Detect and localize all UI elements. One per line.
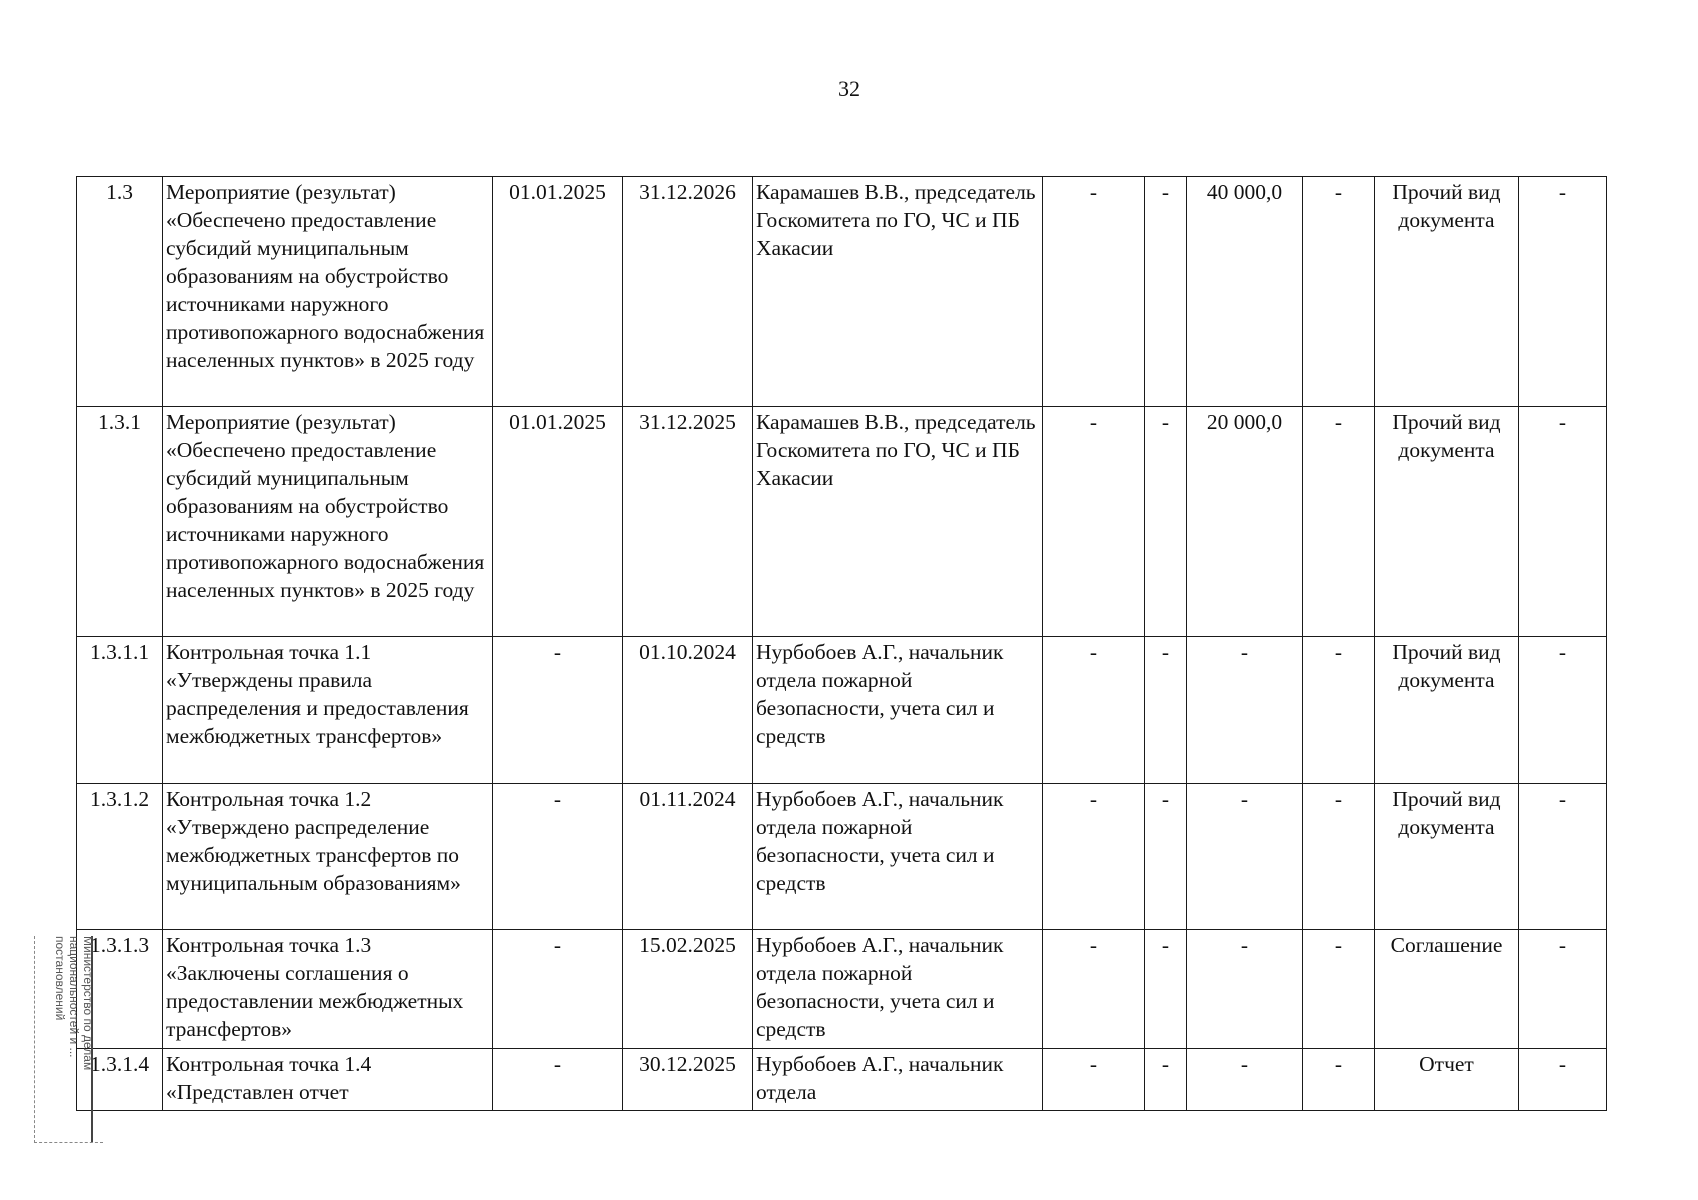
end-date: 30.12.2025	[623, 1049, 753, 1111]
table-row	[77, 407, 1607, 637]
start-date: 01.01.2025	[493, 177, 623, 407]
amount-cell: -	[1187, 1049, 1303, 1111]
activity-name: Контрольная точка 1.3 «Заключены соглашения о предоставлении межбюджетных трансфертов»	[163, 930, 493, 1049]
end-date: 31.12.2025	[623, 407, 753, 637]
activity-name: Контрольная точка 1.2 «Утверждено распределение межбюджетных трансфертов по муниципальным образованиям»	[163, 784, 493, 930]
amount-cell: 20 000,0	[1187, 407, 1303, 637]
row-number: 1.3.1	[77, 407, 163, 637]
table-row	[77, 637, 1607, 784]
start-date: -	[493, 1049, 623, 1111]
value-cell: -	[1145, 637, 1187, 784]
row-number: 1.3.1.1	[77, 637, 163, 784]
responsible-person: Нурбобоев А.Г., начальник отдела	[753, 1049, 1043, 1111]
page-number: 32	[838, 76, 860, 101]
value-cell: -	[1145, 930, 1187, 1049]
value-cell: -	[1519, 407, 1607, 637]
responsible-person: Карамашев В.В., председатель Госкомитета по ГО, ЧС и ПБ Хакасии	[753, 177, 1043, 407]
value-cell: -	[1519, 177, 1607, 407]
document-type: Прочий вид документа	[1375, 177, 1519, 407]
end-date: 31.12.2026	[623, 177, 753, 407]
table-row	[77, 177, 1607, 407]
responsible-person: Карамашев В.В., председатель Госкомитета по ГО, ЧС и ПБ Хакасии	[753, 407, 1043, 637]
start-date: 01.01.2025	[493, 407, 623, 637]
row-number: 1.3.1.2	[77, 784, 163, 930]
end-date: 01.11.2024	[623, 784, 753, 930]
value-cell: -	[1303, 177, 1375, 407]
amount-cell: 40 000,0	[1187, 177, 1303, 407]
document-type: Прочий вид документа	[1375, 637, 1519, 784]
value-cell: -	[1519, 930, 1607, 1049]
value-cell: -	[1145, 177, 1187, 407]
activity-name: Мероприятие (результат) «Обеспечено предоставление субсидий муниципальным образованиям на обустройство источниками наружного противопожарного водоснабжения населенных пунктов» в 2025 году	[163, 177, 493, 407]
stamp-text: Министерство по делам национальностей и ... постановлений	[53, 936, 95, 1071]
row-number: 1.3	[77, 177, 163, 407]
value-cell: -	[1303, 784, 1375, 930]
value-cell: -	[1043, 1049, 1145, 1111]
amount-cell: -	[1187, 637, 1303, 784]
value-cell: -	[1043, 930, 1145, 1049]
document-type: Соглашение	[1375, 930, 1519, 1049]
value-cell: -	[1303, 1049, 1375, 1111]
activity-name: Мероприятие (результат) «Обеспечено предоставление субсидий муниципальным образованиям на обустройство источниками наружного противопожарного водоснабжения населенных пунктов» в 2025 году	[163, 407, 493, 637]
value-cell: -	[1145, 784, 1187, 930]
activity-name: Контрольная точка 1.1 «Утверждены правила распределения и предоставления межбюджетных трансфертов»	[163, 637, 493, 784]
value-cell: -	[1043, 637, 1145, 784]
document-type: Отчет	[1375, 1049, 1519, 1111]
end-date: 01.10.2024	[623, 637, 753, 784]
table-row	[77, 1049, 1607, 1111]
value-cell: -	[1519, 784, 1607, 930]
responsible-person: Нурбобоев А.Г., начальник отдела пожарной безопасности, учета сил и средств	[753, 637, 1043, 784]
value-cell: -	[1043, 784, 1145, 930]
value-cell: -	[1519, 1049, 1607, 1111]
table-row	[77, 784, 1607, 930]
row-number: 1.3.1.3	[77, 930, 163, 1049]
row-number: 1.3.1.4	[77, 1049, 163, 1111]
start-date: -	[493, 930, 623, 1049]
amount-cell: -	[1187, 930, 1303, 1049]
value-cell: -	[1043, 177, 1145, 407]
document-type: Прочий вид документа	[1375, 407, 1519, 637]
value-cell: -	[1519, 637, 1607, 784]
value-cell: -	[1303, 407, 1375, 637]
amount-cell: -	[1187, 784, 1303, 930]
start-date: -	[493, 637, 623, 784]
value-cell: -	[1145, 407, 1187, 637]
value-cell: -	[1043, 407, 1145, 637]
value-cell: -	[1303, 930, 1375, 1049]
implementation-plan-table	[76, 176, 1607, 1111]
responsible-person: Нурбобоев А.Г., начальник отдела пожарной безопасности, учета сил и средств	[753, 784, 1043, 930]
responsible-person: Нурбобоев А.Г., начальник отдела пожарной безопасности, учета сил и средств	[753, 930, 1043, 1049]
document-type: Прочий вид документа	[1375, 784, 1519, 930]
value-cell: -	[1303, 637, 1375, 784]
table-row	[77, 930, 1607, 1049]
value-cell: -	[1145, 1049, 1187, 1111]
end-date: 15.02.2025	[623, 930, 753, 1049]
start-date: -	[493, 784, 623, 930]
activity-name: Контрольная точка 1.4 «Представлен отчет	[163, 1049, 493, 1111]
registration-stamp	[34, 936, 103, 1143]
